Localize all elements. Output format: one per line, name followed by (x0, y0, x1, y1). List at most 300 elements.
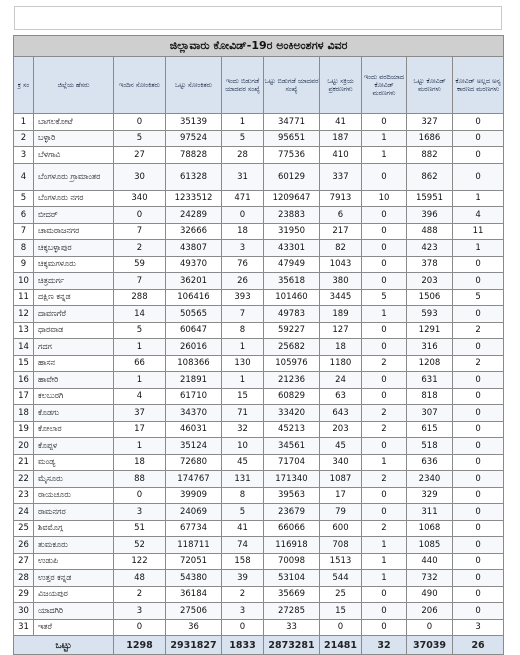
cell-non-covid-deaths: 11 (453, 223, 504, 240)
cell-today-deaths: 0 (362, 388, 407, 405)
cell-today-deaths: 1 (362, 570, 407, 587)
cell-serial: 11 (14, 289, 34, 306)
col-header-serial: ಕ್ರ ಸಂ (14, 57, 34, 114)
cell-today-discharged: 0 (222, 207, 264, 224)
col-header-active-cases: ಒಟ್ಟು ಸಕ್ರಿಯ ಪ್ರಕರಣಗಳು (320, 57, 362, 114)
cell-total-deaths: 1506 (407, 289, 453, 306)
cell-serial: 29 (14, 586, 34, 603)
col-header-total-deaths: ಒಟ್ಟು ಕೋವಿಡ್ ಮರಣಗಳು (407, 57, 453, 114)
cell-non-covid-deaths: 3 (453, 619, 504, 636)
table-row (14, 355, 504, 372)
cell-active-cases: 17 (320, 487, 362, 504)
cell-total-discharged: 105976 (264, 355, 320, 372)
cell-total-discharged: 33 (264, 619, 320, 636)
cell-district: ಬಾಗಲಕೋಟೆ (34, 114, 114, 131)
cell-serial: 6 (14, 207, 34, 224)
cell-serial: 21 (14, 454, 34, 471)
cell-non-covid-deaths: 0 (453, 603, 504, 620)
header-row (14, 57, 504, 114)
cell-today-infected: 5 (114, 130, 166, 147)
cell-total-deaths: 440 (407, 553, 453, 570)
cell-serial: 23 (14, 487, 34, 504)
cell-today-deaths: 1 (362, 454, 407, 471)
cell-district: ಚಾಮರಾಜನಗರ (34, 223, 114, 240)
cell-today-discharged: 3 (222, 240, 264, 257)
cell-total-discharged: 49783 (264, 306, 320, 323)
table-row (14, 553, 504, 570)
cell-today-deaths: 1 (362, 537, 407, 554)
cell-total-infected: 36184 (166, 586, 222, 603)
cell-today-deaths: 2 (362, 421, 407, 438)
cell-total-deaths: 631 (407, 372, 453, 389)
cell-today-deaths: 0 (362, 163, 407, 190)
cell-district: ಯಾದಗಿರಿ (34, 603, 114, 620)
cell-serial: 20 (14, 438, 34, 455)
table-row (14, 520, 504, 537)
cell-today-discharged: 0 (222, 619, 264, 636)
cell-today-discharged: 45 (222, 454, 264, 471)
cell-total-deaths: 862 (407, 163, 453, 190)
cell-district: ಧಾರವಾಡ (34, 322, 114, 339)
cell-total-infected: 72051 (166, 553, 222, 570)
cell-district: ಮೈಸೂರು (34, 471, 114, 488)
cell-total-deaths: 316 (407, 339, 453, 356)
cell-total-deaths: 307 (407, 405, 453, 422)
cell-total-discharged: 59227 (264, 322, 320, 339)
cell-total-infected: 60647 (166, 322, 222, 339)
cell-today-deaths: 0 (362, 438, 407, 455)
cell-today-infected: 288 (114, 289, 166, 306)
cell-today-infected: 3 (114, 504, 166, 521)
cell-serial: 31 (14, 619, 34, 636)
cell-today-discharged: 1 (222, 372, 264, 389)
cell-active-cases: 7913 (320, 190, 362, 207)
cell-today-discharged: 41 (222, 520, 264, 537)
cell-total-infected: 61328 (166, 163, 222, 190)
cell-total-deaths: 327 (407, 114, 453, 131)
cell-district: ಬೀದರ್ (34, 207, 114, 224)
cell-total-deaths: 488 (407, 223, 453, 240)
cell-total-deaths: 518 (407, 438, 453, 455)
cell-active-cases: 1087 (320, 471, 362, 488)
cell-serial: 30 (14, 603, 34, 620)
cell-total-discharged: 35669 (264, 586, 320, 603)
table-row (14, 223, 504, 240)
table-row (14, 454, 504, 471)
table-row (14, 273, 504, 290)
cell-today-deaths: 0 (362, 339, 407, 356)
cell-non-covid-deaths: 1 (453, 240, 504, 257)
cell-non-covid-deaths: 0 (453, 487, 504, 504)
cell-total-discharged: 77536 (264, 147, 320, 164)
cell-active-cases: 187 (320, 130, 362, 147)
cell-district: ಚಿಕ್ಕಬಳ್ಳಾಪುರ (34, 240, 114, 257)
cell-non-covid-deaths: 0 (453, 256, 504, 273)
cell-today-deaths: 2 (362, 405, 407, 422)
cell-district: ಗದಗ (34, 339, 114, 356)
cell-today-discharged: 5 (222, 130, 264, 147)
cell-active-cases: 189 (320, 306, 362, 323)
cell-total-discharged: 39563 (264, 487, 320, 504)
cell-active-cases: 127 (320, 322, 362, 339)
cell-non-covid-deaths: 2 (453, 322, 504, 339)
cell-district: ಬೆಂಗಳೂರು ಗ್ರಾಮಾಂತರ (34, 163, 114, 190)
cell-non-covid-deaths: 0 (453, 421, 504, 438)
cell-total-infected: 35139 (166, 114, 222, 131)
cell-non-covid-deaths: 0 (453, 454, 504, 471)
cell-serial: 16 (14, 372, 34, 389)
cell-total-infected: 39909 (166, 487, 222, 504)
cell-total-infected: 67734 (166, 520, 222, 537)
table-row (14, 504, 504, 521)
cell-total-discharged: 45213 (264, 421, 320, 438)
cell-district: ಚಿತ್ರದುರ್ಗ (34, 273, 114, 290)
cell-total-infected: 54380 (166, 570, 222, 587)
cell-total-infected: 36201 (166, 273, 222, 290)
total-row (14, 636, 504, 655)
cell-total-deaths: 396 (407, 207, 453, 224)
cell-total-discharged: 95651 (264, 130, 320, 147)
cell-total-discharged: 60129 (264, 163, 320, 190)
cell-today-infected: 17 (114, 421, 166, 438)
cell-total-discharged: 35618 (264, 273, 320, 290)
cell-district: ಮಂಡ್ಯ (34, 454, 114, 471)
cell-serial: 5 (14, 190, 34, 207)
table-row (14, 306, 504, 323)
table-row (14, 289, 504, 306)
cell-today-discharged: 8 (222, 487, 264, 504)
cell-active-cases: 1043 (320, 256, 362, 273)
total-active-cases: 21481 (320, 636, 362, 655)
cell-total-discharged: 47949 (264, 256, 320, 273)
cell-total-infected: 61710 (166, 388, 222, 405)
cell-non-covid-deaths: 0 (453, 520, 504, 537)
cell-total-infected: 49370 (166, 256, 222, 273)
blank-header-box (14, 6, 502, 30)
cell-serial: 13 (14, 322, 34, 339)
cell-today-infected: 30 (114, 163, 166, 190)
cell-total-deaths: 1686 (407, 130, 453, 147)
table-row (14, 130, 504, 147)
cell-serial: 14 (14, 339, 34, 356)
cell-total-infected: 21891 (166, 372, 222, 389)
cell-district: ಕೊಡಗು (34, 405, 114, 422)
cell-total-infected: 108366 (166, 355, 222, 372)
cell-total-deaths: 818 (407, 388, 453, 405)
cell-total-discharged: 66066 (264, 520, 320, 537)
cell-district: ಕೊಪ್ಪಳ (34, 438, 114, 455)
col-header-non-covid-deaths: ಕೋವಿಡ್ ಅಲ್ಲದ ಅನ್ಯ ಕಾರಣದ ಮರಣಗಳು (453, 57, 504, 114)
cell-active-cases: 708 (320, 537, 362, 554)
cell-serial: 22 (14, 471, 34, 488)
cell-district: ಬಳ್ಳಾರಿ (34, 130, 114, 147)
cell-total-discharged: 1209647 (264, 190, 320, 207)
cell-today-infected: 7 (114, 223, 166, 240)
cell-total-infected: 50565 (166, 306, 222, 323)
cell-active-cases: 600 (320, 520, 362, 537)
cell-total-discharged: 27285 (264, 603, 320, 620)
cell-active-cases: 544 (320, 570, 362, 587)
cell-active-cases: 6 (320, 207, 362, 224)
cell-district: ದಾವಣಗೆರೆ (34, 306, 114, 323)
cell-total-infected: 43807 (166, 240, 222, 257)
cell-active-cases: 18 (320, 339, 362, 356)
cell-active-cases: 41 (320, 114, 362, 131)
cell-total-discharged: 25682 (264, 339, 320, 356)
cell-today-discharged: 158 (222, 553, 264, 570)
cell-total-infected: 1233512 (166, 190, 222, 207)
cell-total-discharged: 101460 (264, 289, 320, 306)
cell-today-infected: 59 (114, 256, 166, 273)
cell-today-discharged: 2 (222, 586, 264, 603)
total-infected: 2931827 (166, 636, 222, 655)
cell-today-infected: 1 (114, 438, 166, 455)
cell-today-deaths: 0 (362, 322, 407, 339)
cell-total-deaths: 329 (407, 487, 453, 504)
cell-today-discharged: 71 (222, 405, 264, 422)
cell-non-covid-deaths: 0 (453, 306, 504, 323)
cell-serial: 2 (14, 130, 34, 147)
table-row (14, 240, 504, 257)
cell-serial: 1 (14, 114, 34, 131)
total-today-deaths: 32 (362, 636, 407, 655)
cell-non-covid-deaths: 2 (453, 355, 504, 372)
cell-serial: 27 (14, 553, 34, 570)
cell-today-deaths: 0 (362, 207, 407, 224)
cell-serial: 4 (14, 163, 34, 190)
cell-today-infected: 0 (114, 114, 166, 131)
cell-total-infected: 34370 (166, 405, 222, 422)
cell-serial: 12 (14, 306, 34, 323)
cell-active-cases: 340 (320, 454, 362, 471)
cell-total-infected: 27506 (166, 603, 222, 620)
cell-district: ಉತ್ತರ ಕನ್ನಡ (34, 570, 114, 587)
cell-non-covid-deaths: 0 (453, 438, 504, 455)
cell-today-deaths: 1 (362, 553, 407, 570)
cell-total-discharged: 60829 (264, 388, 320, 405)
cell-total-infected: 72680 (166, 454, 222, 471)
cell-active-cases: 1513 (320, 553, 362, 570)
cell-total-discharged: 71704 (264, 454, 320, 471)
cell-today-deaths: 0 (362, 603, 407, 620)
cell-total-discharged: 34771 (264, 114, 320, 131)
cell-today-infected: 2 (114, 586, 166, 603)
cell-today-deaths: 0 (362, 223, 407, 240)
table-row (14, 603, 504, 620)
cell-total-deaths: 203 (407, 273, 453, 290)
cell-total-deaths: 378 (407, 256, 453, 273)
cell-today-discharged: 393 (222, 289, 264, 306)
cell-today-discharged: 131 (222, 471, 264, 488)
cell-today-discharged: 130 (222, 355, 264, 372)
cell-total-infected: 46031 (166, 421, 222, 438)
cell-non-covid-deaths: 0 (453, 372, 504, 389)
cell-district: ಕೋಲಾರ (34, 421, 114, 438)
cell-non-covid-deaths: 0 (453, 114, 504, 131)
cell-non-covid-deaths: 0 (453, 553, 504, 570)
cell-today-infected: 1 (114, 372, 166, 389)
cell-total-discharged: 23679 (264, 504, 320, 521)
cell-total-infected: 106416 (166, 289, 222, 306)
cell-today-discharged: 76 (222, 256, 264, 273)
cell-today-infected: 0 (114, 207, 166, 224)
cell-today-deaths: 0 (362, 619, 407, 636)
cell-today-deaths: 2 (362, 355, 407, 372)
cell-serial: 7 (14, 223, 34, 240)
cell-district: ವಿಜಯಪುರ (34, 586, 114, 603)
cell-active-cases: 337 (320, 163, 362, 190)
cell-district: ಶಿವಮೊಗ್ಗ (34, 520, 114, 537)
cell-today-infected: 66 (114, 355, 166, 372)
cell-total-infected: 97524 (166, 130, 222, 147)
cell-non-covid-deaths: 0 (453, 130, 504, 147)
cell-active-cases: 203 (320, 421, 362, 438)
cell-total-discharged: 34561 (264, 438, 320, 455)
cell-total-discharged: 31950 (264, 223, 320, 240)
cell-active-cases: 3445 (320, 289, 362, 306)
table-row (14, 537, 504, 554)
cell-total-discharged: 53104 (264, 570, 320, 587)
cell-non-covid-deaths: 0 (453, 586, 504, 603)
cell-non-covid-deaths: 0 (453, 273, 504, 290)
table-row (14, 372, 504, 389)
cell-total-discharged: 21236 (264, 372, 320, 389)
cell-non-covid-deaths: 0 (453, 339, 504, 356)
cell-non-covid-deaths: 0 (453, 504, 504, 521)
cell-today-deaths: 5 (362, 289, 407, 306)
cell-today-discharged: 74 (222, 537, 264, 554)
cell-total-infected: 35124 (166, 438, 222, 455)
cell-today-discharged: 28 (222, 147, 264, 164)
cell-active-cases: 63 (320, 388, 362, 405)
cell-total-infected: 78828 (166, 147, 222, 164)
cell-today-deaths: 10 (362, 190, 407, 207)
cell-total-discharged: 70098 (264, 553, 320, 570)
cell-active-cases: 45 (320, 438, 362, 455)
cell-active-cases: 15 (320, 603, 362, 620)
cell-total-deaths: 1291 (407, 322, 453, 339)
cell-serial: 3 (14, 147, 34, 164)
cell-today-discharged: 39 (222, 570, 264, 587)
cell-active-cases: 79 (320, 504, 362, 521)
cell-total-deaths: 1208 (407, 355, 453, 372)
cell-today-deaths: 0 (362, 256, 407, 273)
cell-today-infected: 88 (114, 471, 166, 488)
table-row (14, 586, 504, 603)
cell-today-infected: 0 (114, 487, 166, 504)
table-row (14, 388, 504, 405)
table-row (14, 322, 504, 339)
col-header-today-infected: ಇಂದಿನ ಸೋಂಕಿತರು (114, 57, 166, 114)
cell-today-infected: 37 (114, 405, 166, 422)
cell-today-deaths: 1 (362, 306, 407, 323)
cell-district: ದಕ್ಷಿಣ ಕನ್ನಡ (34, 289, 114, 306)
cell-today-infected: 0 (114, 619, 166, 636)
cell-today-deaths: 0 (362, 504, 407, 521)
cell-non-covid-deaths: 0 (453, 147, 504, 164)
cell-total-infected: 32666 (166, 223, 222, 240)
total-discharged: 2873281 (264, 636, 320, 655)
cell-total-deaths: 636 (407, 454, 453, 471)
table-body (14, 114, 504, 636)
cell-total-infected: 36 (166, 619, 222, 636)
total-label: ಒಟ್ಟು (14, 636, 114, 655)
col-header-total-infected: ಒಟ್ಟು ಸೋಂಕಿತರು (166, 57, 222, 114)
cell-total-deaths: 615 (407, 421, 453, 438)
cell-non-covid-deaths: 5 (453, 289, 504, 306)
cell-today-infected: 7 (114, 273, 166, 290)
cell-today-infected: 5 (114, 322, 166, 339)
cell-serial: 10 (14, 273, 34, 290)
cell-district: ಚಿಕ್ಕಮಗಳೂರು (34, 256, 114, 273)
table-row (14, 114, 504, 131)
cell-non-covid-deaths: 1 (453, 190, 504, 207)
cell-non-covid-deaths: 0 (453, 537, 504, 554)
cell-total-deaths: 1085 (407, 537, 453, 554)
col-header-today-deaths: ಇಂದು ವರದಿಯಾದ ಕೋವಿಡ್ ಮರಣಗಳು (362, 57, 407, 114)
cell-today-infected: 27 (114, 147, 166, 164)
cell-district: ಬೆಂಗಳೂರು ನಗರ (34, 190, 114, 207)
cell-district: ಉಡುಪಿ (34, 553, 114, 570)
cell-district: ಇತರೆ (34, 619, 114, 636)
table-row (14, 256, 504, 273)
cell-district: ತುಮಕೂರು (34, 537, 114, 554)
cell-active-cases: 1180 (320, 355, 362, 372)
cell-total-infected: 174767 (166, 471, 222, 488)
table-row (14, 471, 504, 488)
total-non-covid-deaths: 26 (453, 636, 504, 655)
cell-today-infected: 4 (114, 388, 166, 405)
cell-district: ರಾಯಚೂರು (34, 487, 114, 504)
cell-today-discharged: 15 (222, 388, 264, 405)
cell-today-infected: 48 (114, 570, 166, 587)
cell-total-deaths: 0 (407, 619, 453, 636)
cell-non-covid-deaths: 0 (453, 471, 504, 488)
cell-total-deaths: 593 (407, 306, 453, 323)
cell-serial: 28 (14, 570, 34, 587)
table-row (14, 405, 504, 422)
cell-today-discharged: 1 (222, 114, 264, 131)
cell-today-deaths: 1 (362, 147, 407, 164)
cell-today-discharged: 7 (222, 306, 264, 323)
total-today-discharged: 1833 (222, 636, 264, 655)
cell-serial: 26 (14, 537, 34, 554)
cell-active-cases: 380 (320, 273, 362, 290)
cell-today-infected: 52 (114, 537, 166, 554)
cell-total-discharged: 23883 (264, 207, 320, 224)
cell-today-deaths: 1 (362, 130, 407, 147)
cell-today-deaths: 0 (362, 273, 407, 290)
cell-total-deaths: 1068 (407, 520, 453, 537)
cell-today-infected: 18 (114, 454, 166, 471)
cell-district: ಬೆಳಗಾವಿ (34, 147, 114, 164)
cell-total-deaths: 15951 (407, 190, 453, 207)
cell-today-infected: 14 (114, 306, 166, 323)
covid-district-table (13, 35, 504, 655)
cell-serial: 24 (14, 504, 34, 521)
cell-today-discharged: 32 (222, 421, 264, 438)
cell-serial: 25 (14, 520, 34, 537)
cell-total-infected: 26016 (166, 339, 222, 356)
table-row (14, 619, 504, 636)
cell-today-discharged: 31 (222, 163, 264, 190)
table-row (14, 570, 504, 587)
col-header-total-discharged: ಒಟ್ಟು ಬಿಡುಗಡೆ ಯಾದವರ ಸಂಖ್ಯೆ (264, 57, 320, 114)
cell-today-infected: 3 (114, 603, 166, 620)
cell-today-infected: 122 (114, 553, 166, 570)
cell-today-deaths: 0 (362, 372, 407, 389)
cell-total-infected: 24289 (166, 207, 222, 224)
